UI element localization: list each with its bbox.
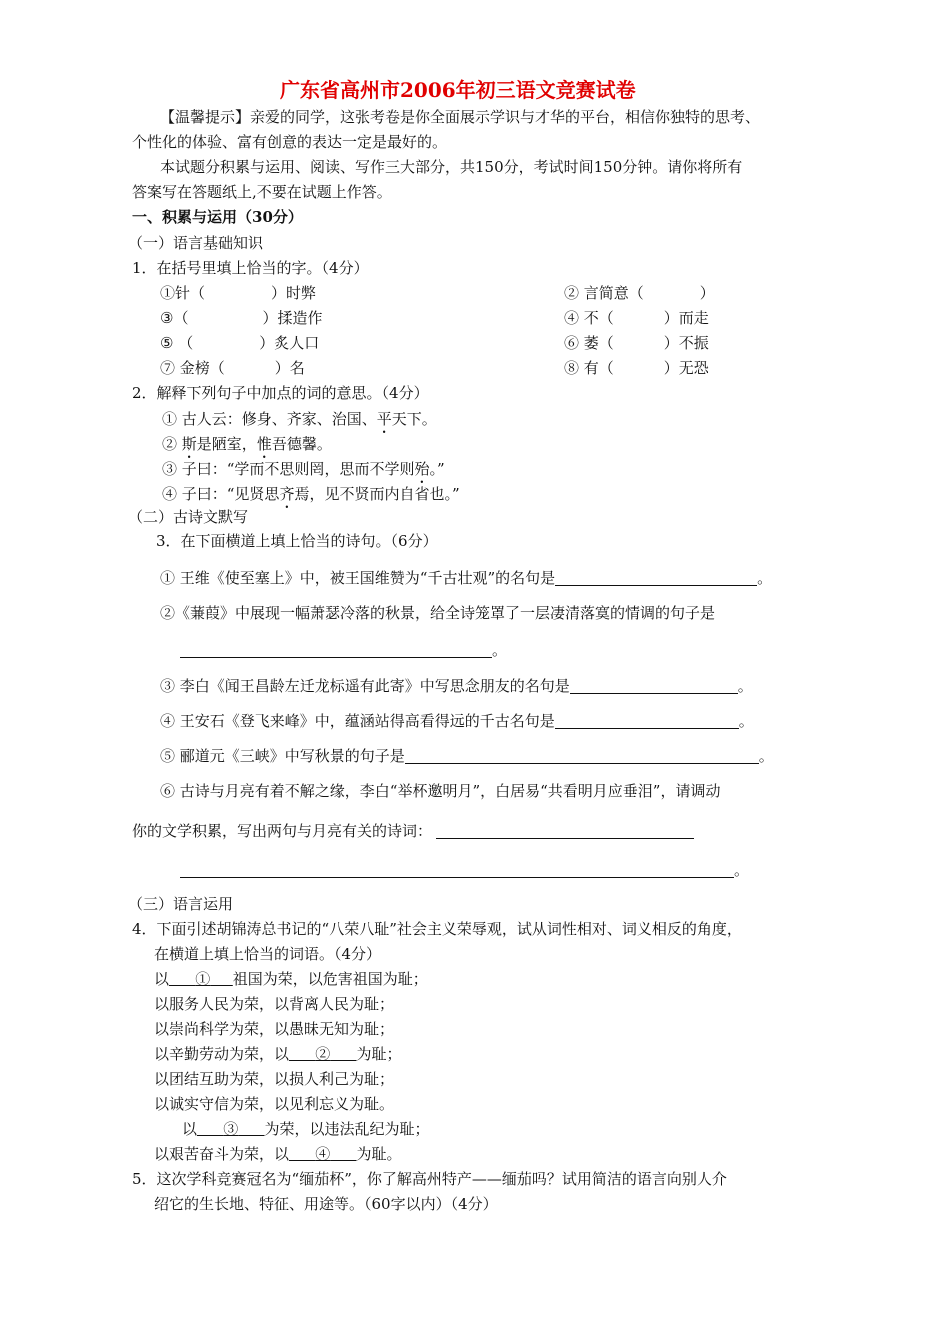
q2-sentence: ② 斯是陋室，惟吾德馨。 [162,435,332,453]
q1-item: ⑤ （ ）炙人口 [160,334,320,352]
answer-blank[interactable]: ③ [223,1120,239,1138]
q4-line: 以辛勤劳动为荣，以 ② 为耻； [154,1045,402,1063]
q4-line: 以诚实守信为荣，以见利忘义为耻。 [154,1095,395,1113]
answer-blank[interactable] [180,862,734,878]
q3-item-2: ②《蒹葭》中展现一幅萧瑟冷落的秋景，给全诗笼罩了一层凄清落寞的情调的句子是 [160,604,716,622]
q4-line: 以 ① 祖国为荣，以危害祖国为耻； [154,970,428,988]
q4-line: 以 ③ 为荣，以违法乱纪为耻； [182,1120,430,1138]
q5-stem: 5．这次学科竞赛冠名为“缅茄杯”，你了解高州特产——缅茄吗？试用简洁的语言向别人介 [132,1170,727,1188]
intro-line-2: 个性化的体验、富有创意的表达一定是最好的。 [132,133,448,151]
answer-blank[interactable] [436,823,694,839]
intro-line-1: 【温馨提示】亲爱的同学，这张考卷是你全面展示学识与才华的平台，相信你独特的思考、 [160,108,761,126]
q4-stem: 在横道上填上恰当的词语。（4分） [154,945,382,963]
q1-stem: 1．在括号里填上恰当的字。（4分） [132,259,369,277]
q3-item-6: ⑥ 古诗与月亮有着不解之缘，李白“举杯邀明月”，白居易“共看明月应垂泪”，请调动 [160,782,721,800]
q3-item-5: ⑤ 郦道元《三峡》中写秋景的句子是 。 [160,747,774,765]
q4-line: 以服务人民为荣，以背离人民为耻； [154,995,395,1013]
q3-item-6b: 你的文学积累，写出两句与月亮有关的诗词： [132,823,694,839]
q4-line: 以艰苦奋斗为荣，以 ④ 为耻。 [154,1145,402,1163]
q3-item-1: ① 王维《使至塞上》中，被王国维赞为“千古壮观”的名句是 。 [160,569,773,587]
q3-stem: 3．在下面横道上填上恰当的诗句。（6分） [156,532,438,550]
q3-item-3: ③ 李白《闻王昌龄左迁龙标遥有此寄》中写思念朋友的名句是 。 [160,677,753,695]
q4-line: 以团结互助为荣，以损人利己为耻； [154,1070,395,1088]
part1-heading: 一、积累与运用（30分） [132,208,303,226]
q4-stem: 4．下面引述胡锦涛总书记的“八荣八耻”社会主义荣辱观，试从词性相对、词义相反的角度， [132,920,742,938]
q2-sentence: ③ 子曰：“学而不思则罔，思而不学则殆。” [162,460,445,478]
answer-blank[interactable]: ④ [315,1145,331,1163]
q2-sentence: ① 古人云：修身、齐家、治国、平天下。 [162,410,437,428]
q4-line: 以崇尚科学为荣，以愚昧无知为耻； [154,1020,395,1038]
q2-stem: 2．解释下列句子中加点的词的意思。（4分） [132,384,429,402]
answer-blank[interactable] [180,642,492,658]
section-heading: （一）语言基础知识 [128,234,264,252]
page-title: 广东省高州市2006年初三语文竞赛试卷 [280,78,636,102]
q1-item: ③（ ）揉造作 [160,309,323,327]
answer-blank[interactable] [405,748,759,764]
q1-item: ①针（ ）时弊 [160,284,317,302]
q1-item: ④ 不（ ）而走 [564,309,709,327]
intro-line-3: 本试题分积累与运用、阅读、写作三大部分，共150分，考试时间150分钟。请你将所有 [160,158,743,176]
q1-item: ⑥ 萎（ ）不振 [564,334,709,352]
answer-blank[interactable] [555,713,739,729]
intro-line-4: 答案写在答题纸上,不要在试题上作答。 [132,183,392,201]
q3-item-2-answer: 。 [180,642,507,658]
q1-item: ② 言简意（ ） [564,284,715,302]
answer-blank[interactable] [570,678,738,694]
q1-item: ⑦ 金榜（ ）名 [160,359,305,377]
q1-item: ⑧ 有（ ）无恐 [564,359,709,377]
answer-blank[interactable]: ② [315,1045,331,1063]
q3-item-6-answer: 。 [180,862,749,878]
q5-stem: 绍它的生长地、特征、用途等。（60字以内）（4分） [154,1195,498,1213]
section-heading: （三）语言运用 [128,895,234,913]
answer-blank[interactable] [555,570,757,586]
answer-blank[interactable]: ① [195,970,211,988]
section-heading: （二）古诗文默写 [128,508,249,526]
q2-sentence: ④ 子曰：“见贤思齐焉，见不贤而内自省也。” [162,485,460,503]
q3-item-4: ④ 王安石《登飞来峰》中，蕴涵站得高看得远的千古名句是 。 [160,712,754,730]
